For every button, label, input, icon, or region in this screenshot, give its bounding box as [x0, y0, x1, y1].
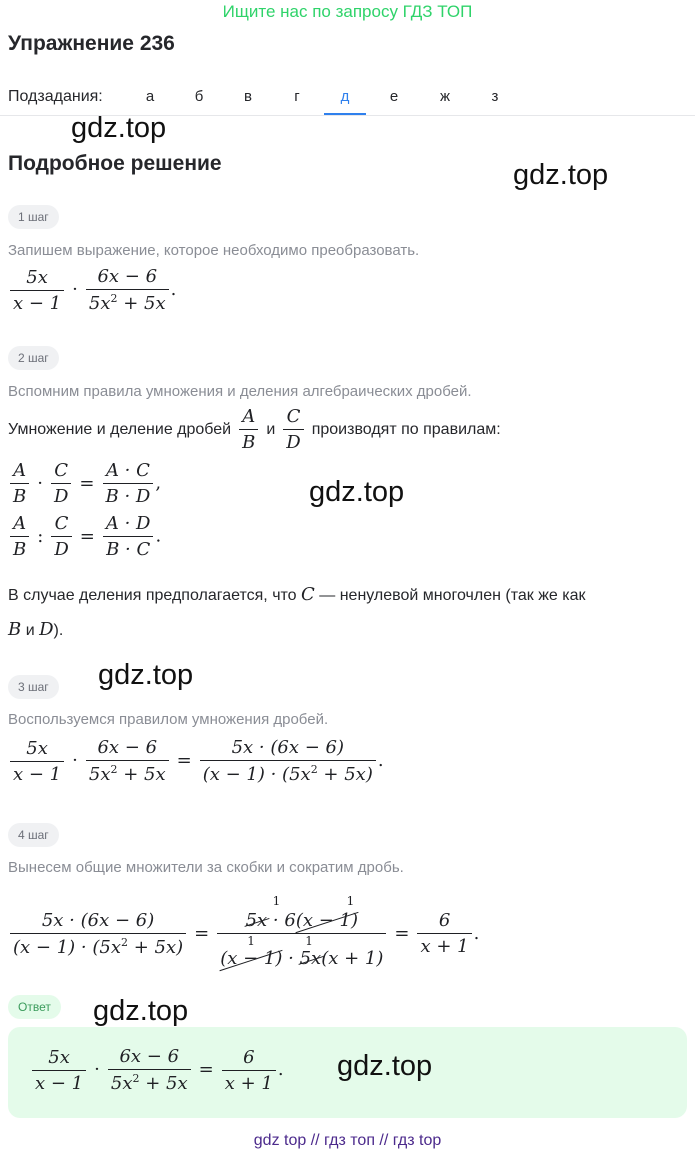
- step-badge: 1 шаг: [8, 205, 59, 229]
- step-badge: 3 шаг: [8, 675, 59, 699]
- rule-text: Умножение и деление дробей: [8, 420, 232, 438]
- section-title: Подробное решение: [8, 152, 222, 175]
- answer-badge: Ответ: [8, 995, 61, 1019]
- exercise-title: Упражнение 236: [8, 32, 175, 55]
- math-expression: $\frac{5x}{x - 1}$ · $\frac{6x - 6}{5x^2 + 5x}$ = $\frac{5x \cdot (6x - 6)}{(x - 1) \cdot (5x^2 + 5x)}$ .: [8, 737, 384, 785]
- footer-links[interactable]: gdz top // гдз топ // гдз top: [253, 1132, 442, 1149]
- step-description: Вспомним правила умножения и деления алгебраических дробей.: [8, 383, 472, 400]
- note-paragraph: В случае деления предполагается, что C — ненулевой многочлен (так же как B и D).: [8, 584, 586, 640]
- math-expression: $\frac{5x}{x - 1}$ · $\frac{6x - 6}{5x^2 + 5x}$ .: [8, 266, 176, 314]
- math-expression: $\frac{A}{B}$ : $\frac{C}{D}$ = $\frac{A \cdot D}{B \cdot C}$ .: [8, 513, 161, 560]
- tab-e[interactable]: е: [389, 88, 399, 105]
- step-description: Запишем выражение, которое необходимо преобразовать.: [8, 242, 420, 259]
- rule-text: производят по правилам:: [311, 420, 501, 438]
- tab-zh[interactable]: ж: [439, 88, 451, 105]
- answer-expression: $\frac{5x}{x - 1}$ · $\frac{6x - 6}{5x^2 + 5x}$ = $\frac{6}{x + 1}$ .: [30, 1046, 284, 1094]
- watermark: gdz.top: [71, 112, 167, 144]
- note-text: и: [25, 622, 35, 639]
- tab-z[interactable]: з: [491, 88, 499, 105]
- tab-g[interactable]: г: [294, 88, 300, 105]
- watermark: gdz.top: [309, 476, 405, 508]
- subtasks-label: Подзадания:: [8, 88, 103, 105]
- note-text: — ненулевой многочлен (так же как: [319, 587, 586, 604]
- search-banner: Ищите нас по запросу ГДЗ ТОП: [222, 2, 473, 21]
- watermark: gdz.top: [337, 1050, 433, 1082]
- step-badge: 4 шаг: [8, 823, 59, 847]
- tab-v[interactable]: в: [244, 88, 252, 105]
- rule-text: и: [266, 420, 276, 438]
- math-expression: $\frac{5x \cdot (6x - 6)}{(x - 1) \cdot (5x^2 + 5x)}$ = 1 1 5x · 6(x − 1) 1 1 (x − 1) · 5x(x + 1) = $\frac{6}{x + 1}$ .: [8, 898, 479, 969]
- tab-a[interactable]: а: [145, 88, 155, 105]
- tab-b[interactable]: б: [194, 88, 204, 105]
- note-text: ).: [53, 622, 64, 639]
- watermark: gdz.top: [93, 995, 189, 1027]
- step-description: Вынесем общие множители за скобки и сократим дробь.: [8, 859, 404, 876]
- watermark: gdz.top: [98, 659, 194, 691]
- rule-line: Умножение и деление дробей $\frac{A}{B}$ и $\frac{C}{D}$ производят по правилам:: [8, 406, 501, 453]
- note-text: В случае деления предполагается, что: [8, 587, 297, 604]
- step-description: Воспользуемся правилом умножения дробей.: [8, 711, 329, 728]
- math-expression: $\frac{A}{B}$ · $\frac{C}{D}$ = $\frac{A \cdot C}{B \cdot D}$ ,: [8, 460, 161, 507]
- watermark: gdz.top: [513, 159, 609, 191]
- step-badge: 2 шаг: [8, 346, 59, 370]
- tab-d[interactable]: д: [340, 88, 350, 105]
